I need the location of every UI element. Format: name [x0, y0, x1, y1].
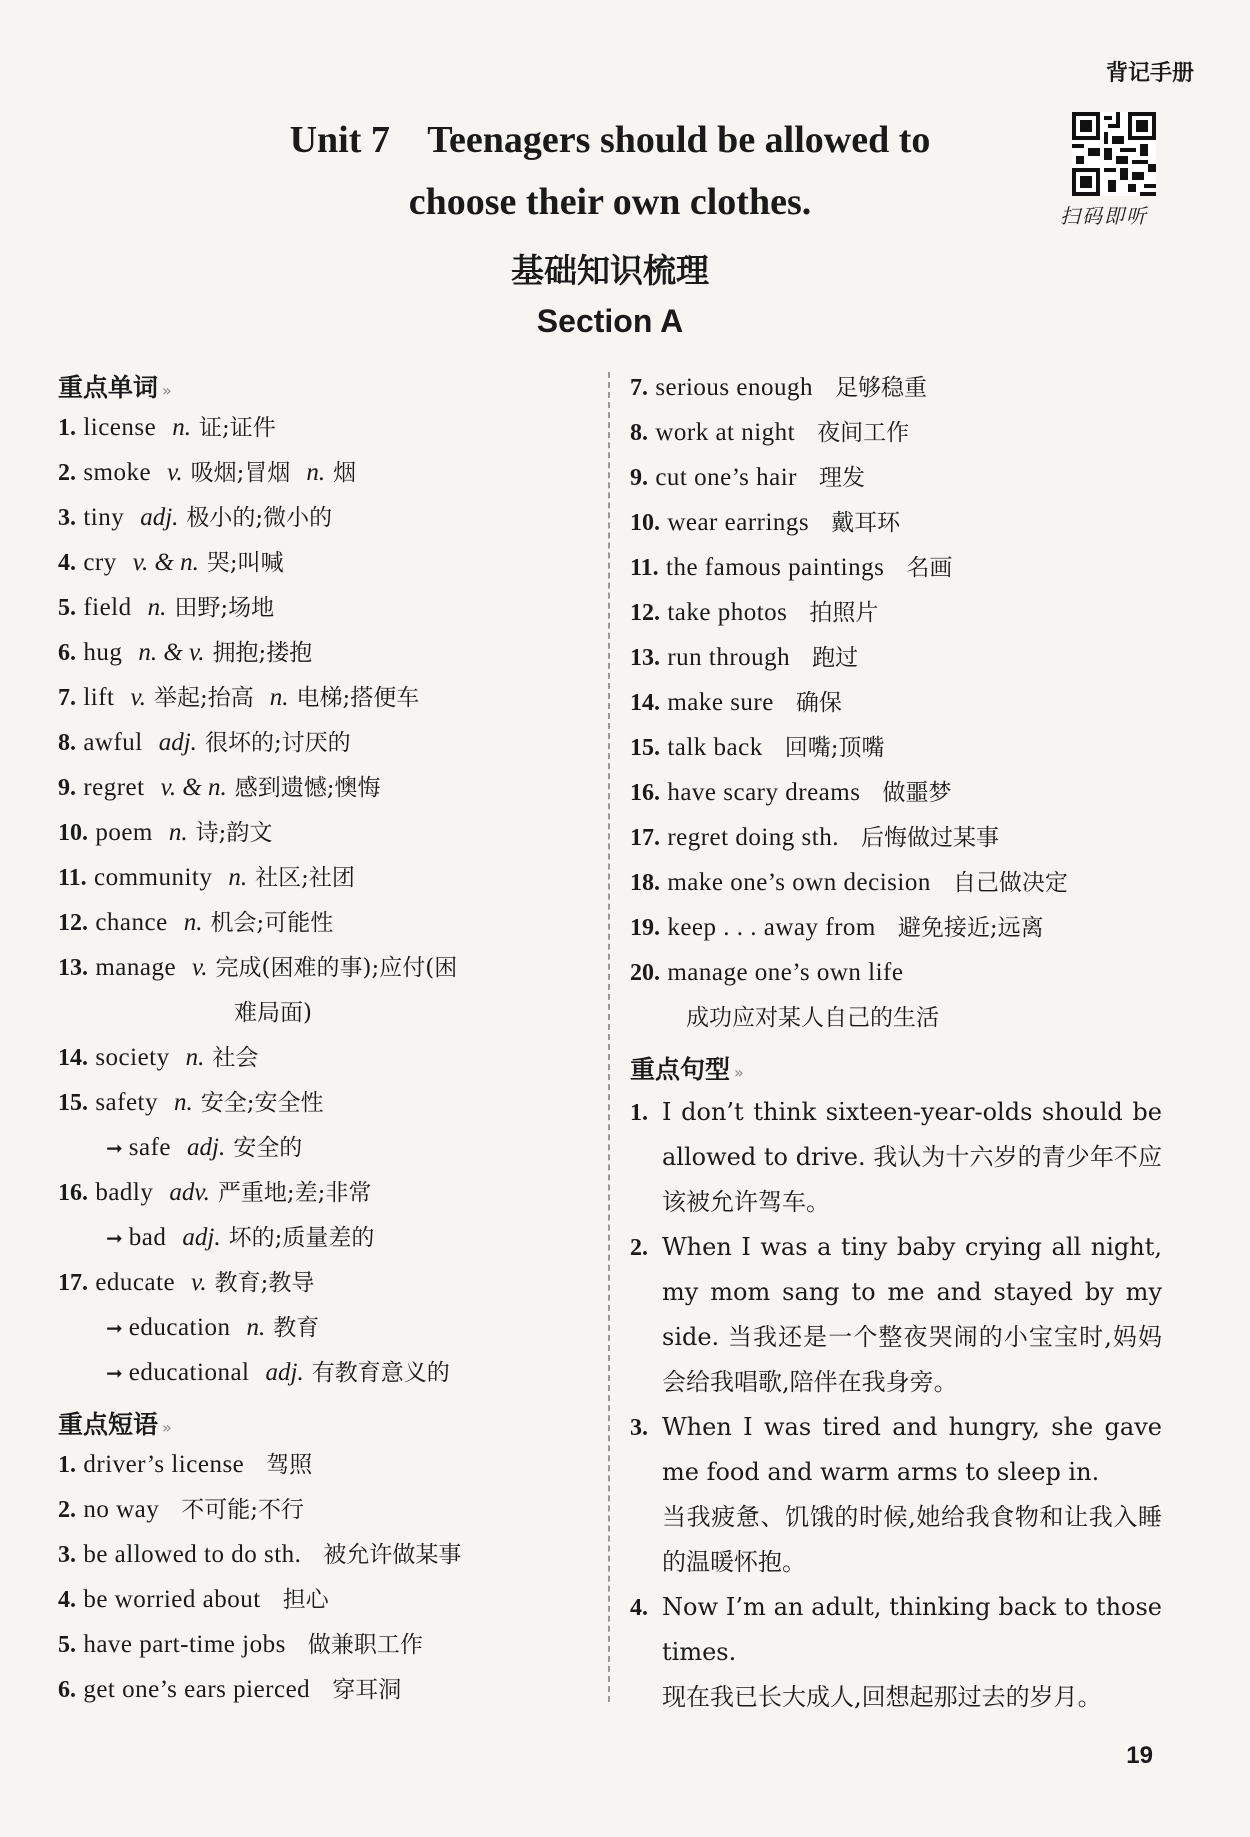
word-item: 15. safety n. 安全;安全性	[58, 1089, 324, 1116]
phrase-item: 5. have part-time jobs 做兼职工作	[58, 1631, 423, 1658]
phrase-item: 14. make sure 确保	[630, 689, 842, 716]
qr-caption: 扫码即听	[1060, 204, 1148, 228]
page-subtitle: 基础知识梳理	[511, 251, 709, 290]
arrow-right-icon: ➞	[106, 1316, 123, 1340]
word-item: 10. poem n. 诗;韵文	[58, 819, 273, 846]
phrase-item: 12. take photos 拍照片	[630, 599, 879, 626]
unit-title-line2: choose their own clothes.	[408, 181, 812, 223]
word-item: 14. society n. 社会	[58, 1044, 259, 1071]
arrow-right-icon: ➞	[106, 1136, 123, 1160]
word-item: 8. awful adj. 很坏的;讨厌的	[58, 729, 351, 756]
word-item: 4. cry v. & n. 哭;叫喊	[58, 549, 284, 576]
phrase-item: 1. driver’s license 驾照	[58, 1451, 313, 1478]
words-heading: 重点单词 »	[58, 373, 172, 402]
sentence-item: 4. Now I’m an adult, thinking back to those times. 现在我已长大成人,回想起那过去的岁月。	[630, 1593, 1162, 1711]
phrase-item: 3. be allowed to do sth. 被允许做某事	[58, 1541, 462, 1568]
column-divider	[608, 372, 610, 1702]
phrase-item: 10. wear earrings 戴耳环	[630, 509, 901, 536]
phrase-item: 7. serious enough 足够稳重	[630, 374, 927, 401]
word-derivative: ➞ safe adj. 安全的	[106, 1134, 303, 1161]
section-heading: Section A	[536, 303, 684, 339]
word-item: 9. regret v. & n. 感到遗憾;懊悔	[58, 774, 381, 801]
phrase-item: 8. work at night 夜间工作	[630, 419, 910, 446]
unit-title-line1: Unit 7 Teenagers should be allowed to	[289, 119, 931, 161]
phrase-item: 2. no way 不可能;不行	[58, 1496, 304, 1523]
arrow-right-icon: ➞	[106, 1226, 123, 1250]
word-item: 6. hug n. & v. 拥抱;搂抱	[58, 639, 313, 666]
word-item: 11. community n. 社区;社团	[58, 864, 355, 891]
word-item: 3. tiny adj. 极小的;微小的	[58, 504, 333, 531]
phrase-item: 15. talk back 回嘴;顶嘴	[630, 734, 885, 761]
phrase-item: 13. run through 跑过	[630, 644, 859, 671]
word-item-continuation: 难局面)	[234, 1000, 312, 1026]
top-tag: 背记手册	[1105, 61, 1194, 86]
word-item: 13. manage v. 完成(困难的事);应付(困	[58, 954, 458, 981]
arrow-right-icon: ➞	[106, 1361, 123, 1385]
word-item: 17. educate v. 教育;教导	[58, 1269, 315, 1296]
word-item: 1. license n. 证;证件	[58, 414, 276, 441]
phrase-item: 11. the famous paintings 名画	[630, 554, 953, 581]
chevron-right-icon: »	[734, 1063, 744, 1082]
word-derivative: ➞ education n. 教育	[106, 1314, 320, 1341]
phrases-heading: 重点短语 »	[58, 1410, 172, 1439]
word-derivative: ➞ educational adj. 有教育意义的	[106, 1359, 450, 1386]
phrase-item: 20. manage one’s own life	[630, 959, 904, 986]
phrase-item-continuation: 成功应对某人自己的生活	[686, 1005, 939, 1031]
phrase-item: 4. be worried about 担心	[58, 1586, 329, 1613]
sentence-item: 2. When I was a tiny baby crying all night, my mom sang to me and stayed by my side. 当我还是一个整夜哭闹的小宝宝时,妈妈会给我唱歌,陪伴在我身旁。	[630, 1233, 1162, 1396]
phrase-item: 19. keep . . . away from 避免接近;远离	[630, 914, 1044, 941]
sentence-item: 1. I don’t think sixteen-year-olds should be allowed to drive. 我认为十六岁的青少年不应该被允许驾车。	[630, 1098, 1162, 1216]
phrase-item: 9. cut one’s hair 理发	[630, 464, 865, 491]
word-derivative: ➞ bad adj. 坏的;质量差的	[106, 1224, 375, 1251]
phrase-item: 6. get one’s ears pierced 穿耳洞	[58, 1676, 402, 1703]
phrase-item: 16. have scary dreams 做噩梦	[630, 779, 952, 806]
sentence-item: 3. When I was tired and hungry, she gave me food and warm arms to sleep in. 当我疲惫、饥饿的时候,她给我食物和让我入睡的温暖怀抱。	[630, 1413, 1162, 1576]
sentences-heading: 重点句型 »	[630, 1055, 744, 1084]
word-item: 16. badly adv. 严重地;差;非常	[58, 1179, 372, 1206]
word-item: 2. smoke v. 吸烟;冒烟 n. 烟	[58, 459, 357, 486]
page-number: 19	[1126, 1742, 1153, 1769]
word-item: 5. field n. 田野;场地	[58, 594, 275, 621]
phrase-item: 18. make one’s own decision 自己做决定	[630, 869, 1068, 896]
chevron-right-icon: »	[162, 1418, 172, 1437]
phrase-item: 17. regret doing sth. 后悔做过某事	[630, 824, 999, 851]
word-item: 7. lift v. 举起;抬高 n. 电梯;搭便车	[58, 684, 420, 711]
chevron-right-icon: »	[162, 381, 172, 400]
word-item: 12. chance n. 机会;可能性	[58, 909, 334, 936]
